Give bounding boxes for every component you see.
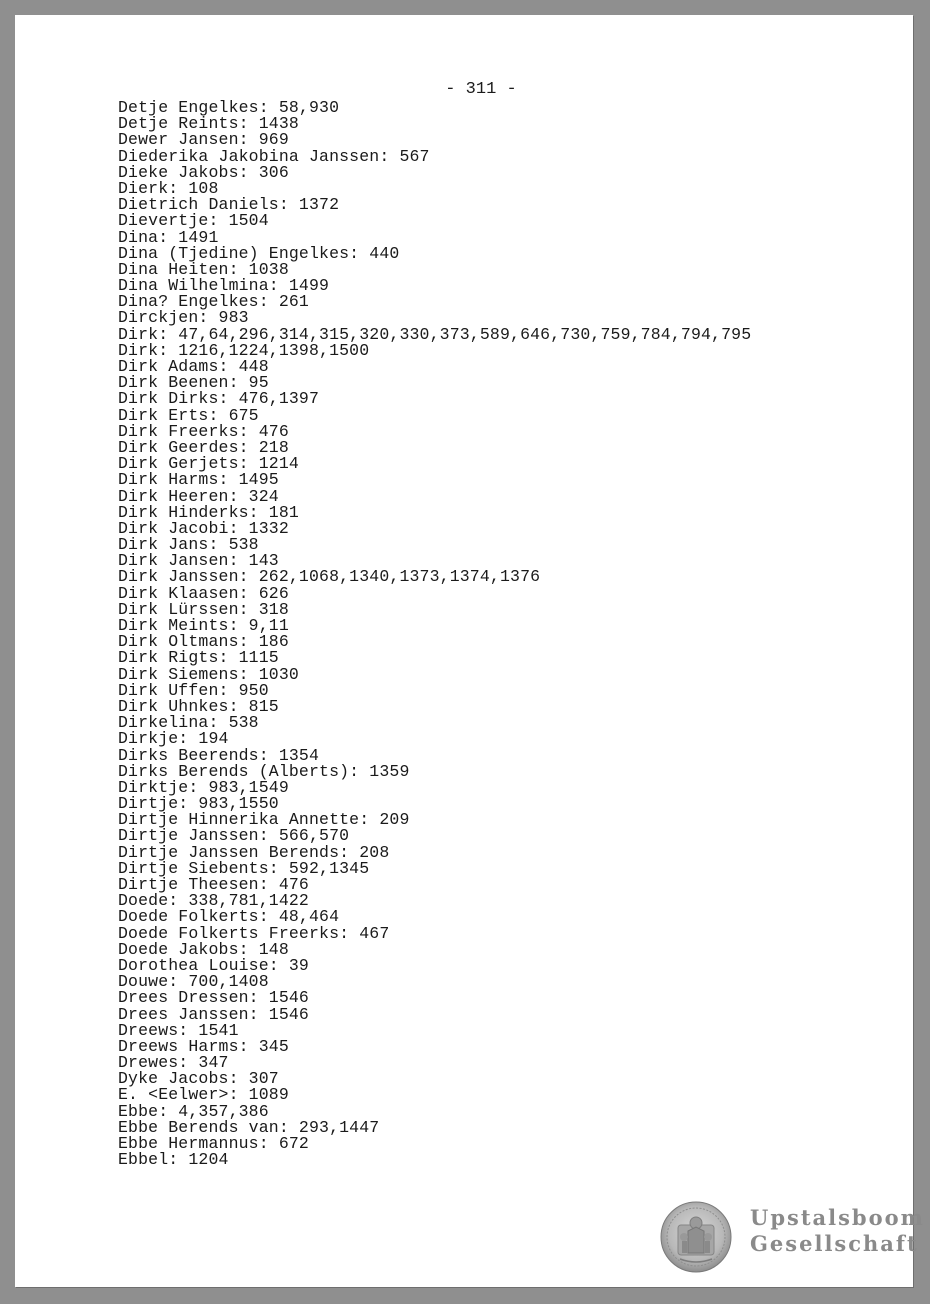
index-entry: Dina? Engelkes: 261 (118, 292, 309, 312)
index-entry: Dirk Lürssen: 318 (118, 599, 289, 619)
index-entry: Drewes: 347 (118, 1053, 229, 1073)
index-entry: Doede Jakobs: 148 (118, 939, 289, 959)
page-number: - 311 - (445, 80, 517, 99)
index-entry: Dorothea Louise: 39 (118, 955, 309, 975)
index-entry: Dreews: 1541 (118, 1020, 239, 1040)
index-entry: Dewer Jansen: 969 (118, 130, 289, 150)
index-entry: Dirk Gerjets: 1214 (118, 454, 299, 474)
index-entry: Dirtje Janssen Berends: 208 (118, 842, 390, 862)
index-entry: Dirtje Theesen: 476 (118, 875, 309, 894)
index-entry: Dirtje Siebents: 592,1345 (118, 858, 370, 878)
upstalsboom-logo (660, 1201, 925, 1273)
index-entry: Dietrich Daniels: 1372 (118, 195, 340, 215)
index-entry: Detje Engelkes: 58,930 (118, 98, 340, 117)
index-entry: Ebbel: 1204 (118, 1150, 229, 1170)
index-entry: Dirk Freerks: 476 (118, 421, 289, 441)
index-entry: Dirk: 1216,1224,1398,1500 (118, 340, 370, 360)
index-entry: Dirckjen: 983 (118, 308, 249, 328)
index-entry: Ebbe Berends van: 293,1447 (118, 1117, 380, 1137)
index-entry: Dreews Harms: 345 (118, 1036, 289, 1056)
index-entry: Dirk Rigts: 1115 (118, 648, 279, 668)
index-entry: Dina (Tjedine) Engelkes: 440 (118, 243, 400, 263)
index-entry: Dieke Jakobs: 306 (118, 162, 289, 182)
seal-icon (660, 1201, 732, 1273)
index-entry: Dirk Beenen: 95 (118, 373, 269, 393)
index-entry: E. <Eelwer>: 1089 (118, 1085, 289, 1105)
index-entry: Drees Janssen: 1546 (118, 1004, 309, 1024)
index-entry: Dirk Harms: 1495 (118, 470, 279, 490)
index-entry: Dirk Uhnkes: 815 (118, 696, 279, 716)
index-entry: Dirk Klaasen: 626 (118, 583, 289, 603)
index-entry: Dirk Hinderks: 181 (118, 502, 299, 522)
index-entry: Doede: 338,781,1422 (118, 891, 309, 911)
index-entry: Dirk Dirks: 476,1397 (118, 389, 320, 409)
index-entry: Doede Folkerts Freerks: 467 (118, 923, 390, 943)
document-page (15, 15, 925, 1287)
index-entry: Dirk Erts: 675 (118, 405, 259, 425)
index-entry: Dirk Adams: 448 (118, 357, 269, 376)
logo-text-line2: Gesellschaft (750, 1231, 919, 1256)
index-entry: Dirk Uffen: 950 (118, 680, 269, 700)
index-entry: Dirks Beerends: 1354 (118, 745, 320, 765)
index-entry: Dirkje: 194 (118, 729, 229, 749)
index-entry: Detje Reints: 1438 (118, 114, 299, 134)
index-entry: Dirk Siemens: 1030 (118, 664, 299, 684)
index-entry: Dievertje: 1504 (118, 211, 269, 231)
index-entry: Dirtje: 983,1550 (118, 794, 279, 814)
index-entry: Dirk Oltmans: 186 (118, 632, 289, 652)
index-entry: Dierk: 108 (118, 178, 219, 198)
index-entry: Douwe: 700,1408 (118, 972, 269, 992)
index-entry: Dirks Berends (Alberts): 1359 (118, 761, 410, 781)
index-entry: Dirk Jacobi: 1332 (118, 518, 289, 538)
index-entry: Dirk Jans: 538 (118, 535, 259, 555)
index-entry: Drees Dressen: 1546 (118, 988, 309, 1008)
index-entry: Dirtje Janssen: 566,570 (118, 826, 350, 846)
index-entry: Dirk Jansen: 143 (118, 551, 279, 571)
index-entry: Dirk Heeren: 324 (118, 486, 279, 506)
index-entry: Dirk Meints: 9,11 (118, 616, 289, 635)
index-entry: Dina Heiten: 1038 (118, 259, 289, 279)
index-entry: Dirk Geerdes: 218 (118, 437, 289, 457)
index-entry: Dirkelina: 538 (118, 713, 259, 733)
name-index-list (118, 100, 751, 1168)
index-entry: Dina: 1491 (118, 227, 219, 247)
index-entry: Doede Folkerts: 48,464 (118, 907, 340, 927)
index-entry: Dirktje: 983,1549 (118, 777, 289, 797)
index-entry: Ebbe Hermannus: 672 (118, 1134, 309, 1153)
index-entry: Diederika Jakobina Janssen: 567 (118, 146, 430, 166)
index-entry: Dyke Jacobs: 307 (118, 1069, 279, 1089)
index-entry: Dirtje Hinnerika Annette: 209 (118, 810, 410, 830)
index-entry: Dirk Janssen: 262,1068,1340,1373,1374,1376 (118, 567, 541, 587)
index-entry: Dirk: 47,64,296,314,315,320,330,373,589,646,730,759,784,794,795 (118, 324, 752, 344)
index-entry: Dina Wilhelmina: 1499 (118, 276, 330, 296)
logo-text-line1: Upstalsboom (750, 1205, 925, 1230)
index-entry: Ebbe: 4,357,386 (118, 1101, 269, 1121)
